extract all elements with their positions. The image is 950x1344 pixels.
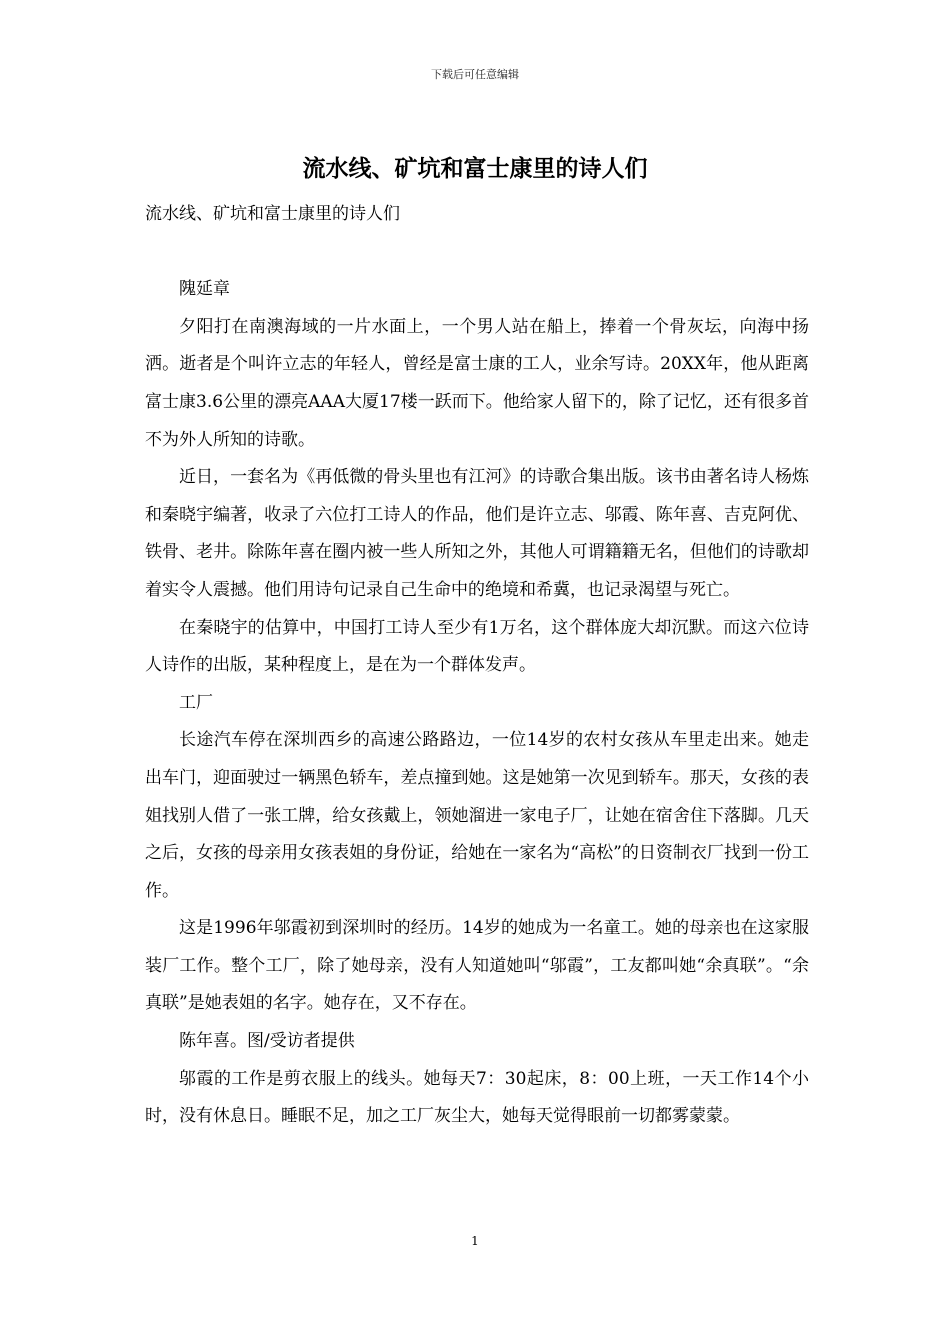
author-line: 隗延章 <box>179 279 230 300</box>
paragraph: 邬霞的工作是剪衣服上的线头。她每天7：30起床，8：00上班，一天工作14个小时，没有休息日。睡眠不足，加之工厂灰尘大，她每天觉得眼前一切都雾蒙蒙。 <box>145 1068 809 1127</box>
header-note: 下载后可任意编辑 <box>431 68 519 81</box>
paragraph: 夕阳打在南澳海域的一片水面上，一个男人站在船上，捧着一个骨灰坛，向海中扬洒。逝者是个叫许立志的年轻人，曾经是富士康的工人，业余写诗。20XX年，他从距离富士康3.6公里的漂亮AAA大厦17楼一跃而下。他给家人留下的，除了记忆，还有很多首不为外人所知的诗歌。 <box>145 316 809 450</box>
paragraph: 在秦晓宇的估算中，中国打工诗人至少有1万名，这个群体庞大却沉默。而这六位诗人诗作的出版，某种程度上，是在为一个群体发声。 <box>145 617 809 676</box>
paragraph: 近日，一套名为《再低微的骨头里也有江河》的诗歌合集出版。该书由著名诗人杨炼和秦晓宇编著，收录了六位打工诗人的作品，他们是许立志、邬霞、陈年喜、吉克阿优、铁骨、老井。除陈年喜在圈内被一些人所知之外，其他人可谓籍籍无名，但他们的诗歌却着实令人震撼。他们用诗句记录自己生命中的绝境和希冀，也记录渴望与死亡。 <box>145 467 809 600</box>
subtitle-line: 流水线、矿坑和富士康里的诗人们 <box>145 204 400 224</box>
page-number: 1 <box>471 1234 479 1248</box>
section-heading: 工厂 <box>179 692 213 713</box>
paragraph: 这是1996年邬霞初到深圳时的经历。14岁的她成为一名童工。她的母亲也在这家服装厂工作。整个工厂，除了她母亲，没有人知道她叫“邬霞”，工友都叫她“余真联”。“余真联”是她表姐的名字。她存在，又不存在。 <box>145 918 809 1014</box>
paragraph: 长途汽车停在深圳西乡的高速公路路边，一位14岁的农村女孩从车里走出来。她走出车门，迎面驶过一辆黑色轿车，差点撞到她。这是她第一次见到轿车。那天，女孩的表姐找别人借了一张工牌，给女孩戴上，领她溜进一家电子厂，让她在宿舍住下落脚。几天之后，女孩的母亲用女孩表姐的身份证，给她在一家名为“高松”的日资制衣厂找到一份工作。 <box>145 730 809 901</box>
document-body <box>145 196 809 1136</box>
photo-caption: 陈年喜。图/受访者提供 <box>179 1031 355 1052</box>
blank-line <box>145 234 809 272</box>
document-title: 流水线、矿坑和富士康里的诗人们 <box>302 155 648 182</box>
